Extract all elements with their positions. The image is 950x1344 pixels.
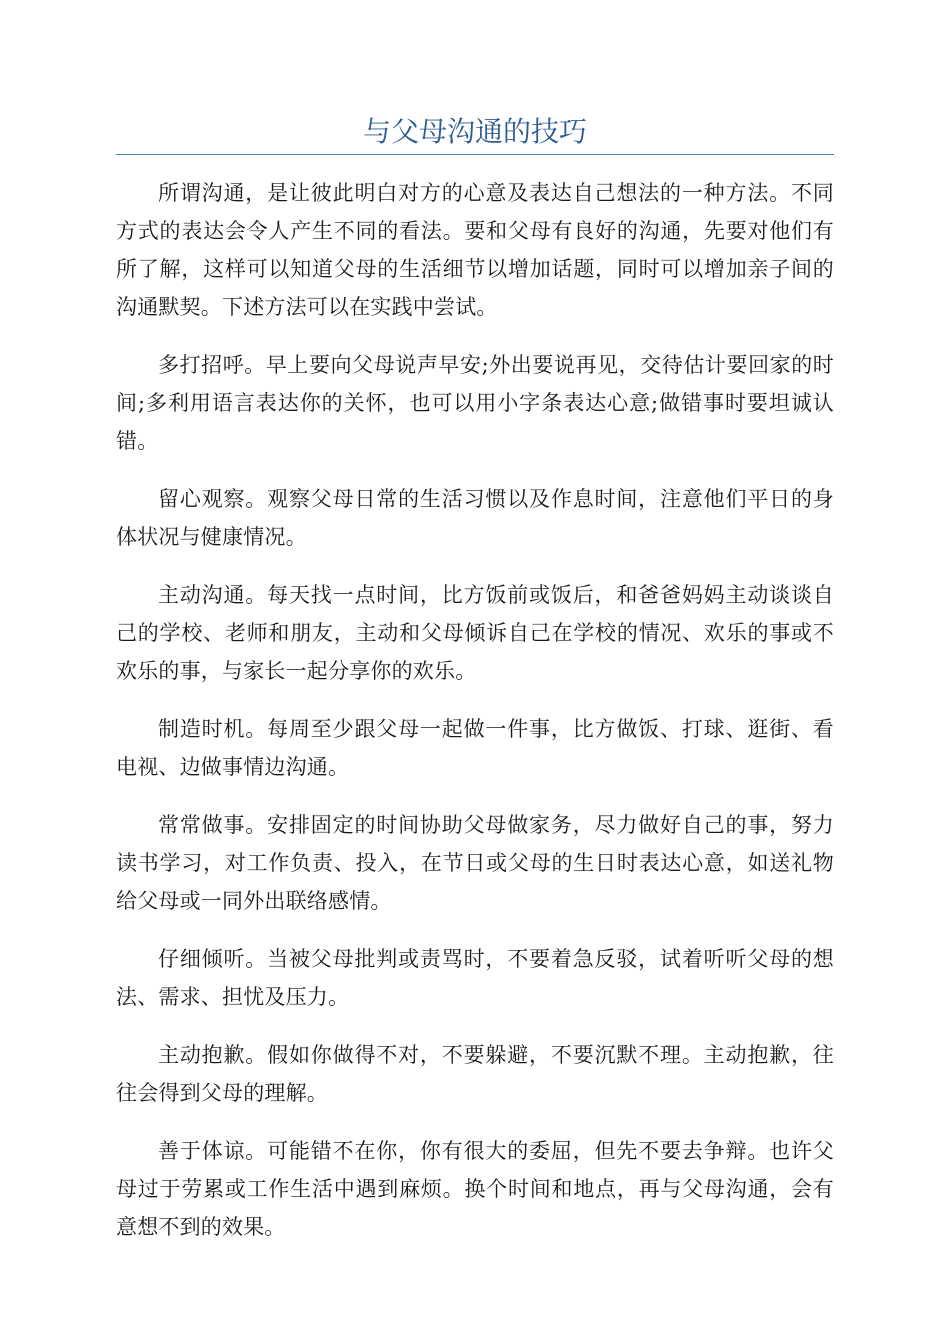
paragraph-communicate: 主动沟通。每天找一点时间，比方饭前或饭后，和爸爸妈妈主动谈谈自己的学校、老师和朋友，主动和父母倾诉自己在学校的情况、欢乐的事或不欢乐的事，与家长一起分享你的欢乐。 — [116, 583, 834, 683]
paragraph-apologize: 主动抱歉。假如你做得不对，不要躲避，不要沉默不理。主动抱歉，往往会得到父母的理解。 — [116, 1043, 834, 1105]
paragraph-understand: 善于体谅。可能错不在你，你有很大的委屈，但先不要去争辩。也许父母过于劳累或工作生活中遇到麻烦。换个时间和地点，再与父母沟通，会有意想不到的效果。 — [116, 1139, 834, 1239]
document-body — [116, 174, 834, 1266]
paragraph-greet: 多打招呼。早上要向父母说声早安;外出要说再见，交待估计要回家的时间;多利用语言表达你的关怀，也可以用小字条表达心意;做错事时要坦诚认错。 — [116, 353, 834, 453]
paragraph-observe: 留心观察。观察父母日常的生活习惯以及作息时间，注意他们平日的身体状况与健康情况。 — [116, 487, 834, 549]
paragraph-help: 常常做事。安排固定的时间协助父母做家务，尽力做好自己的事，努力读书学习，对工作负责、投入，在节日或父母的生日时表达心意，如送礼物给父母或一同外出联络感情。 — [116, 813, 834, 913]
paragraph-listen: 仔细倾听。当被父母批判或责骂时，不要着急反驳，试着听听父母的想法、需求、担忧及压力。 — [116, 947, 834, 1009]
paragraph-intro: 所谓沟通，是让彼此明白对方的心意及表达自己想法的一种方法。不同方式的表达会令人产生不同的看法。要和父母有良好的沟通，先要对他们有所了解，这样可以知道父母的生活细节以增加话题，同时可以增加亲子间的沟通默契。下述方法可以在实践中尝试。 — [116, 181, 834, 319]
title-underline — [116, 154, 834, 155]
paragraph-opportunity: 制造时机。每周至少跟父母一起做一件事，比方做饭、打球、逛街、看电视、边做事情边沟通。 — [116, 717, 834, 779]
document-title: 与父母沟通的技巧 — [362, 115, 587, 148]
